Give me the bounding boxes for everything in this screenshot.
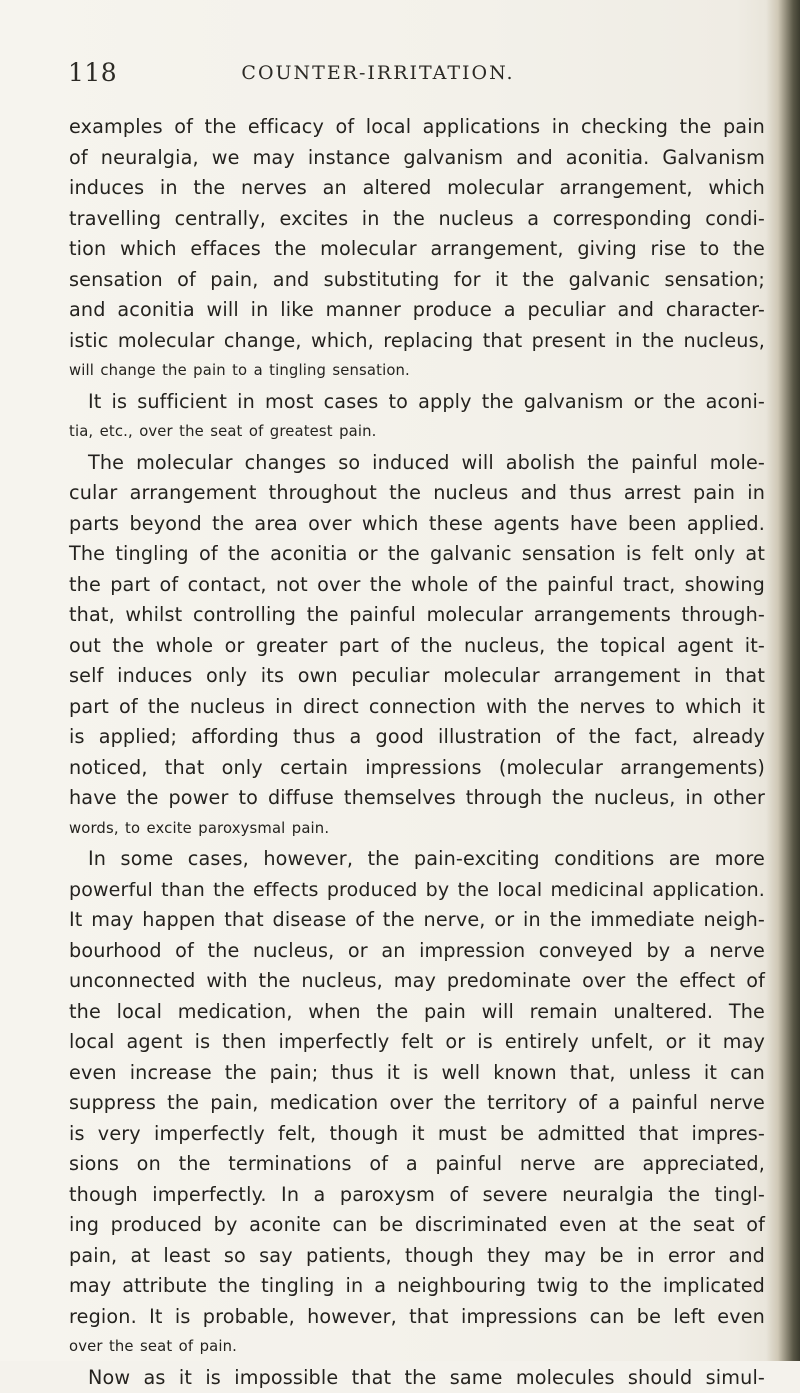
text-line: over the seat of pain. — [69, 1332, 769, 1363]
running-title: COUNTER-IRRITATION. — [68, 62, 688, 84]
text-line: It is sufficient in most cases to apply the galvanism or the aconi- — [69, 387, 765, 418]
body-text — [69, 112, 769, 1393]
text-line: examples of the efficacy of local applications in checking the pain — [69, 112, 765, 143]
text-line: even increase the pain; thus it is well known that, unless it can — [69, 1058, 765, 1089]
text-line: self induces only its own peculiar molecular arrangement in that — [69, 661, 765, 692]
text-line: ing produced by aconite can be discriminated even at the seat of — [69, 1210, 765, 1241]
text-line: tia, etc., over the seat of greatest pain. — [69, 417, 769, 448]
text-line: It may happen that disease of the nerve, or in the immediate neigh- — [69, 905, 765, 936]
text-line: sions on the terminations of a painful nerve are appreciated, — [69, 1149, 765, 1180]
text-line: that, whilst controlling the painful molecular arrangements through- — [69, 600, 765, 631]
text-line: In some cases, however, the pain-exciting conditions are more — [69, 844, 765, 875]
text-line: part of the nucleus in direct connection with the nerves to which it — [69, 692, 765, 723]
text-line: unconnected with the nucleus, may predominate over the effect of — [69, 966, 765, 997]
text-line: induces in the nerves an altered molecular arrangement, which — [69, 173, 765, 204]
text-line: words, to excite paroxysmal pain. — [69, 814, 769, 845]
text-line: The molecular changes so induced will abolish the painful mole- — [69, 448, 765, 479]
text-line: pain, at least so say patients, though they may be in error and — [69, 1241, 765, 1272]
text-line: parts beyond the area over which these agents have been applied. — [69, 509, 765, 540]
text-line: suppress the pain, medication over the territory of a painful nerve — [69, 1088, 765, 1119]
text-line: of neuralgia, we may instance galvanism and aconitia. Galvanism — [69, 143, 765, 174]
text-line: cular arrangement throughout the nucleus and thus arrest pain in — [69, 478, 765, 509]
text-line: the local medication, when the pain will remain unaltered. The — [69, 997, 765, 1028]
text-line: region. It is probable, however, that impressions can be left even — [69, 1302, 765, 1333]
text-line: though imperfectly. In a paroxysm of severe neuralgia the tingl- — [69, 1180, 765, 1211]
text-line: is applied; affording thus a good illustration of the fact, already — [69, 722, 765, 753]
text-line: sensation of pain, and substituting for it the galvanic sensation; — [69, 265, 765, 296]
text-line: tion which effaces the molecular arrangement, giving rise to the — [69, 234, 765, 265]
text-line: may attribute the tingling in a neighbouring twig to the implicated — [69, 1271, 765, 1302]
text-line: and aconitia will in like manner produce a peculiar and character- — [69, 295, 765, 326]
text-line: istic molecular change, which, replacing that present in the nucleus, — [69, 326, 765, 357]
text-line: local agent is then imperfectly felt or is entirely unfelt, or it may — [69, 1027, 765, 1058]
text-line: will change the pain to a tingling sensation. — [69, 356, 769, 387]
page-number: 118 — [68, 58, 117, 87]
text-line: is very imperfectly felt, though it must be admitted that impres- — [69, 1119, 765, 1150]
text-line: noticed, that only certain impressions (molecular arrangements) — [69, 753, 765, 784]
text-line: The tingling of the aconitia or the galvanic sensation is felt only at — [69, 539, 765, 570]
text-line: have the power to diffuse themselves through the nucleus, in other — [69, 783, 765, 814]
text-line: bourhood of the nucleus, or an impression conveyed by a nerve — [69, 936, 765, 967]
text-line: out the whole or greater part of the nucleus, the topical agent it- — [69, 631, 765, 662]
text-line: the part of contact, not over the whole of the painful tract, showing — [69, 570, 765, 601]
text-line: travelling centrally, excites in the nucleus a corresponding condi- — [69, 204, 765, 235]
text-line: powerful than the effects produced by the local medicinal application. — [69, 875, 765, 906]
text-line: Now as it is impossible that the same molecules should simul- — [69, 1363, 765, 1393]
page-binding-edge — [766, 0, 800, 1361]
page-header — [68, 58, 748, 98]
